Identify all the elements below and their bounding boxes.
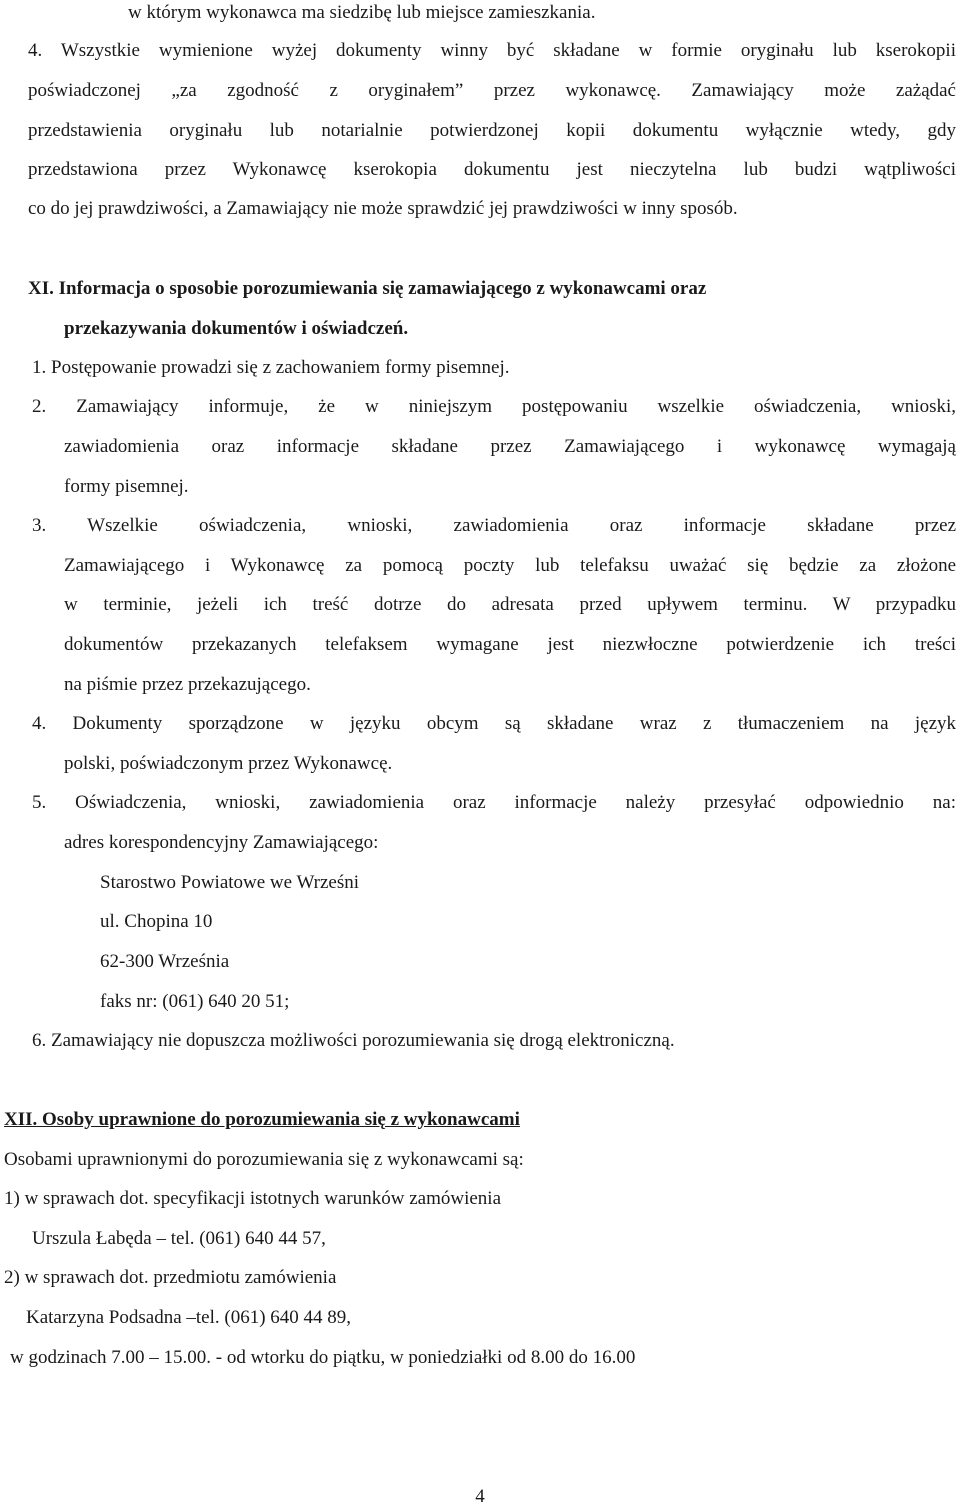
text-line: na piśmie przez przekazującego.: [64, 674, 311, 695]
address-line: Starostwo Powiatowe we Wrześni: [100, 872, 360, 893]
list-item-5: 5. Oświadczenia, wnioski, zawiadomienia oraz informacje należy przesyłać odpowiednio na:: [32, 792, 956, 813]
section-heading-xi: XI. Informacja o sposobie porozumiewania się zamawiającego z wykonawcami oraz: [28, 278, 707, 299]
text-line: co do jej prawdziwości, a Zamawiający nie może sprawdzić jej prawdziwości w inny sposób.: [28, 198, 738, 219]
text-line: zawiadomienia oraz informacje składane przez Zamawiającego i wykonawcę wymagają: [64, 436, 956, 457]
list-item-4: 4. Dokumenty sporządzone w języku obcym są składane wraz z tłumaczeniem na język: [32, 713, 956, 734]
text-line: adres korespondencyjny Zamawiającego:: [64, 832, 379, 853]
list-item-2: 2. Zamawiający informuje, że w niniejszym postępowaniu wszelkie oświadczenia, wnioski,: [32, 396, 956, 417]
contact-item-1: 1) w sprawach dot. specyfikacji istotnych warunków zamówienia: [4, 1188, 502, 1209]
text-line: w którym wykonawca ma siedzibę lub miejsce zamieszkania.: [128, 2, 596, 23]
section-heading-xi-cont: przekazywania dokumentów i oświadczeń.: [64, 318, 409, 339]
text-line: formy pisemnej.: [64, 476, 189, 497]
text-line: przedstawiona przez Wykonawcę kserokopia dokumentu jest nieczytelna lub budzi wątpliwości: [28, 159, 956, 180]
text-line: polski, poświadczonym przez Wykonawcę.: [64, 753, 393, 774]
text-line: przedstawienia oryginału lub notarialnie potwierdzonej kopii dokumentu wyłącznie wtedy, gdy: [28, 120, 956, 141]
address-line: ul. Chopina 10: [100, 911, 213, 932]
office-hours: w godzinach 7.00 – 15.00. - od wtorku do piątku, w poniedziałki od 8.00 do 16.00: [10, 1347, 636, 1368]
list-item-3: 3. Wszelkie oświadczenia, wnioski, zawiadomienia oraz informacje składane przez: [32, 515, 956, 536]
section-heading-xii: XII. Osoby uprawnione do porozumiewania się z wykonawcami: [4, 1109, 520, 1130]
page-number: 4: [475, 1486, 485, 1507]
fax-number: faks nr: (061) 640 20 51;: [100, 991, 290, 1012]
text-line: poświadczonej „za zgodność z oryginałem” przez wykonawcę. Zamawiający może zażądać: [28, 80, 956, 101]
text-line: Osobami uprawnionymi do porozumiewania się z wykonawcami są:: [4, 1149, 524, 1170]
text-line: w terminie, jeżeli ich treść dotrze do adresata przed upływem terminu. W przypadku: [64, 594, 956, 615]
contact-person: Urszula Łabęda – tel. (061) 640 44 57,: [32, 1228, 326, 1249]
text-line: dokumentów przekazanych telefaksem wymagane jest niezwłoczne potwierdzenie ich treści: [64, 634, 956, 655]
contact-person: Katarzyna Podsadna –tel. (061) 640 44 89,: [26, 1307, 352, 1328]
address-line: 62-300 Września: [100, 951, 230, 972]
list-item-6: 6. Zamawiający nie dopuszcza możliwości porozumiewania się drogą elektroniczną.: [32, 1030, 675, 1051]
paragraph-item-4: 4. Wszystkie wymienione wyżej dokumenty winny być składane w formie oryginału lub kserokopii: [28, 40, 956, 61]
contact-item-2: 2) w sprawach dot. przedmiotu zamówienia: [4, 1267, 337, 1288]
list-item-1: 1. Postępowanie prowadzi się z zachowaniem formy pisemnej.: [32, 357, 510, 378]
text-line: Zamawiającego i Wykonawcę za pomocą poczty lub telefaksu uważać się będzie za złożone: [64, 555, 956, 576]
